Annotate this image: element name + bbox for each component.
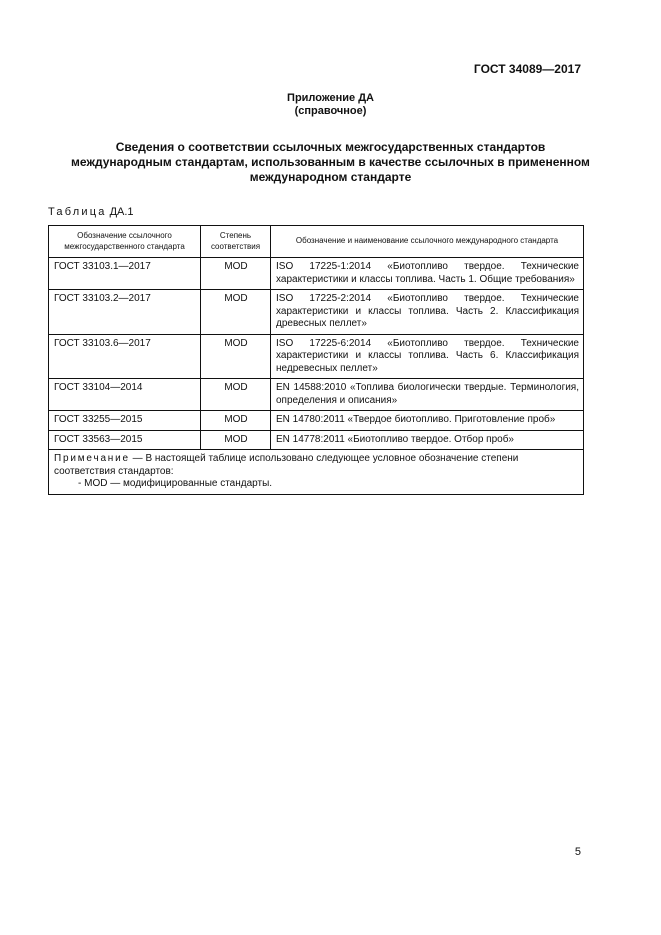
table-header-row [49, 226, 584, 258]
table-caption-number: ДА.1 [109, 206, 134, 218]
table-row [49, 379, 584, 411]
cell-intl: ISO 17225-2:2014 «Биотопливо твердое. Технические характеристики и классы топлива. Часть 2. Классификация древесных пеллет» [271, 290, 584, 335]
column-header-gost: Обозначение ссылочного межгосударственного стандарта [49, 226, 201, 258]
cell-gost: ГОСТ 33103.6—2017 [49, 334, 201, 379]
column-header-intl: Обозначение и наименование ссылочного международного стандарта [271, 226, 584, 258]
cell-gost: ГОСТ 33104—2014 [49, 379, 201, 411]
table-note [49, 450, 584, 495]
cell-intl: EN 14778:2011 «Биотопливо твердое. Отбор проб» [271, 430, 584, 450]
cell-intl: ISO 17225-1:2014 «Биотопливо твердое. Технические характеристики и классы топлива. Часть 1. Общие требования» [271, 258, 584, 290]
cell-degree: MOD [201, 258, 271, 290]
cell-gost: ГОСТ 33103.2—2017 [49, 290, 201, 335]
cell-gost: ГОСТ 33255—2015 [49, 411, 201, 431]
table-row [49, 411, 584, 431]
correspondence-table [48, 225, 584, 495]
cell-degree: MOD [201, 411, 271, 431]
annex-heading: Сведения о соответствии ссылочных межгосударственных стандартов международным стандартам, использованным в качестве ссылочных в примененном международном стандарте [71, 140, 590, 184]
cell-degree: MOD [201, 430, 271, 450]
annex-header [0, 92, 661, 118]
cell-intl: ISO 17225-6:2014 «Биотопливо твердое. Технические характеристики и классы топлива. Часть 6. Классификация недревесных пеллет» [271, 334, 584, 379]
annex-subtitle: (справочное) [294, 105, 367, 117]
cell-intl: EN 14588:2010 «Топлива биологически твердые. Терминология, определения и описания» [271, 379, 584, 411]
table-caption-label: Таблица [48, 206, 107, 218]
document-code: ГОСТ 34089—2017 [473, 62, 581, 76]
table-note-row [49, 450, 584, 495]
cell-degree: MOD [201, 334, 271, 379]
table-row [49, 334, 584, 379]
cell-degree: MOD [201, 290, 271, 335]
cell-degree: MOD [201, 379, 271, 411]
table-caption [48, 206, 134, 218]
table-row [49, 258, 584, 290]
column-header-degree: Степень соответствия [201, 226, 271, 258]
cell-gost: ГОСТ 33103.1—2017 [49, 258, 201, 290]
cell-gost: ГОСТ 33563—2015 [49, 430, 201, 450]
table-row [49, 290, 584, 335]
table-row [49, 430, 584, 450]
note-text: — В настоящей таблице использовано следующее условное обозначение степени соответствия стандартов: [54, 453, 519, 477]
page-number: 5 [574, 846, 581, 858]
cell-intl: EN 14780:2011 «Твердое биотопливо. Приготовление проб» [271, 411, 584, 431]
note-item: - MOD — модифицированные стандарты. [78, 478, 273, 489]
annex-title: Приложение ДА [287, 92, 374, 104]
note-label: Примечание [54, 453, 130, 464]
